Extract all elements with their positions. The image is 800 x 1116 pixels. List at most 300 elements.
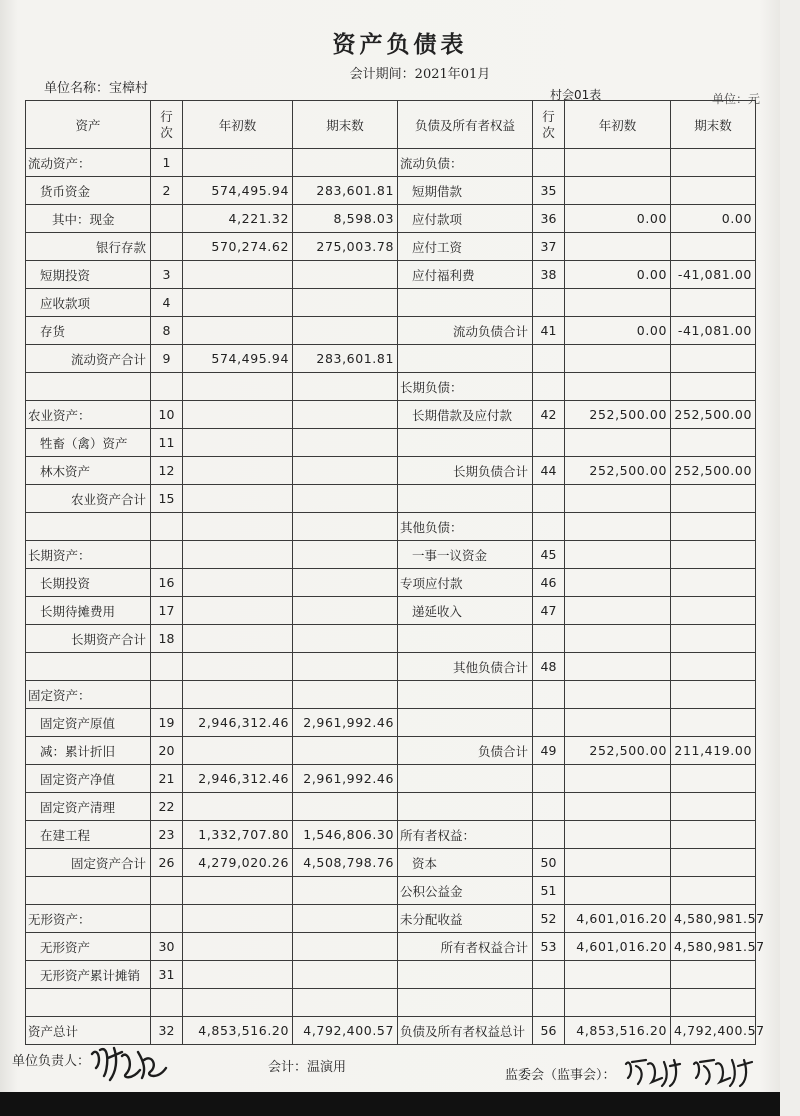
- liability-begin-value: [565, 653, 671, 681]
- asset-begin-value: [183, 597, 293, 625]
- asset-end-value: [293, 289, 398, 317]
- table-row: [26, 485, 756, 513]
- asset-label: 短期投资: [26, 261, 151, 289]
- asset-line-no: 19: [151, 709, 183, 737]
- liability-begin-value: [565, 765, 671, 793]
- table-row: [26, 737, 756, 765]
- liability-label: 其他负债：: [398, 513, 533, 541]
- asset-begin-value: [183, 905, 293, 933]
- asset-end-value: [293, 933, 398, 961]
- asset-begin-value: [183, 681, 293, 709]
- asset-begin-value: [183, 513, 293, 541]
- asset-end-value: [293, 485, 398, 513]
- liability-end-value: [671, 765, 756, 793]
- balance-sheet-table: [25, 100, 765, 1045]
- table-row: [26, 961, 756, 989]
- liability-line-no: 52: [533, 905, 565, 933]
- liability-line-no: 36: [533, 205, 565, 233]
- liability-line-no: [533, 513, 565, 541]
- asset-begin-value: 4,221.32: [183, 205, 293, 233]
- liability-label: [398, 961, 533, 989]
- liability-label: [398, 681, 533, 709]
- table-row: [26, 289, 756, 317]
- asset-label: [26, 373, 151, 401]
- asset-line-no: 8: [151, 317, 183, 345]
- liability-end-value: [671, 653, 756, 681]
- asset-label: 资产总计: [26, 1017, 151, 1045]
- asset-begin-value: 2,946,312.46: [183, 765, 293, 793]
- liability-begin-value: [565, 961, 671, 989]
- liability-line-no: [533, 345, 565, 373]
- asset-begin-value: 574,495.94: [183, 177, 293, 205]
- asset-end-value: [293, 569, 398, 597]
- liability-begin-value: [565, 681, 671, 709]
- asset-end-value: [293, 317, 398, 345]
- asset-label: 牲畜（禽）资产: [26, 429, 151, 457]
- header-begin: 年初数: [183, 101, 293, 149]
- asset-end-value: [293, 429, 398, 457]
- asset-label: 无形资产: [26, 933, 151, 961]
- asset-line-no: 17: [151, 597, 183, 625]
- asset-end-value: 4,508,798.76: [293, 849, 398, 877]
- asset-end-value: [293, 961, 398, 989]
- asset-label: 长期资产：: [26, 541, 151, 569]
- asset-begin-value: [183, 877, 293, 905]
- asset-line-no: [151, 233, 183, 261]
- asset-begin-value: 4,279,020.26: [183, 849, 293, 877]
- asset-line-no: [151, 653, 183, 681]
- asset-label: 固定资产：: [26, 681, 151, 709]
- asset-begin-value: [183, 989, 293, 1017]
- asset-line-no: 9: [151, 345, 183, 373]
- liability-begin-value: [565, 345, 671, 373]
- header-asset: 资产: [26, 101, 151, 149]
- asset-line-no: 32: [151, 1017, 183, 1045]
- liability-end-value: [671, 877, 756, 905]
- liability-label: 未分配收益: [398, 905, 533, 933]
- asset-begin-value: 1,332,707.80: [183, 821, 293, 849]
- liability-label: [398, 429, 533, 457]
- liability-end-value: [671, 233, 756, 261]
- liability-begin-value: 0.00: [565, 261, 671, 289]
- table-row: [26, 765, 756, 793]
- asset-label: [26, 513, 151, 541]
- asset-line-no: [151, 373, 183, 401]
- asset-line-no: [151, 877, 183, 905]
- asset-end-value: [293, 877, 398, 905]
- liability-end-value: [671, 177, 756, 205]
- liability-end-value: [671, 849, 756, 877]
- liability-end-value: [671, 513, 756, 541]
- liability-end-value: 0.00: [671, 205, 756, 233]
- liability-begin-value: [565, 821, 671, 849]
- liability-line-no: [533, 765, 565, 793]
- accounting-period: 会计期间：2021年01月: [349, 67, 491, 82]
- asset-end-value: 4,792,400.57: [293, 1017, 398, 1045]
- asset-label: 固定资产清理: [26, 793, 151, 821]
- liability-line-no: [533, 625, 565, 653]
- asset-begin-value: [183, 737, 293, 765]
- table-row: [26, 681, 756, 709]
- table-row: [26, 429, 756, 457]
- liability-label: [398, 625, 533, 653]
- asset-line-no: 18: [151, 625, 183, 653]
- asset-end-value: 2,961,992.46: [293, 709, 398, 737]
- liability-line-no: [533, 989, 565, 1017]
- liability-label: 一事一议资金: [398, 541, 533, 569]
- liability-begin-value: [565, 177, 671, 205]
- liability-begin-value: 4,601,016.20: [565, 933, 671, 961]
- asset-label: 货币资金: [26, 177, 151, 205]
- liability-begin-value: [565, 485, 671, 513]
- asset-label: 固定资产合计: [26, 849, 151, 877]
- liability-line-no: 37: [533, 233, 565, 261]
- asset-line-no: 11: [151, 429, 183, 457]
- asset-end-value: [293, 149, 398, 177]
- asset-begin-value: 2,946,312.46: [183, 709, 293, 737]
- asset-begin-value: [183, 569, 293, 597]
- table-row: [26, 457, 756, 485]
- asset-label: 流动资产：: [26, 149, 151, 177]
- table-row: [26, 541, 756, 569]
- asset-line-no: 31: [151, 961, 183, 989]
- table-row: [26, 345, 756, 373]
- asset-end-value: 8,598.03: [293, 205, 398, 233]
- asset-label: 在建工程: [26, 821, 151, 849]
- liability-begin-value: [565, 233, 671, 261]
- table-row: [26, 625, 756, 653]
- liability-line-no: 49: [533, 737, 565, 765]
- liability-line-no: 50: [533, 849, 565, 877]
- liability-label: 负债合计: [398, 737, 533, 765]
- liability-end-value: [671, 541, 756, 569]
- liability-line-no: [533, 289, 565, 317]
- table-row: [26, 177, 756, 205]
- liability-line-no: 44: [533, 457, 565, 485]
- asset-label: 无形资产：: [26, 905, 151, 933]
- liability-end-value: -41,081.00: [671, 317, 756, 345]
- liability-label: 长期负债：: [398, 373, 533, 401]
- liability-label: [398, 765, 533, 793]
- asset-begin-value: [183, 625, 293, 653]
- liability-begin-value: 252,500.00: [565, 457, 671, 485]
- header-line: [151, 101, 183, 149]
- liability-label: 负债及所有者权益总计: [398, 1017, 533, 1045]
- accountant-label: 会计：温演用: [268, 1060, 347, 1075]
- liability-end-value: [671, 793, 756, 821]
- table-row: [26, 513, 756, 541]
- liability-line-no: [533, 681, 565, 709]
- asset-begin-value: [183, 653, 293, 681]
- liability-line-no: 41: [533, 317, 565, 345]
- liability-label: 应付福利费: [398, 261, 533, 289]
- liability-begin-value: 252,500.00: [565, 737, 671, 765]
- liability-label: 递延收入: [398, 597, 533, 625]
- asset-label: 长期待摊费用: [26, 597, 151, 625]
- asset-label: [26, 653, 151, 681]
- asset-line-no: 21: [151, 765, 183, 793]
- liability-begin-value: [565, 569, 671, 597]
- asset-line-no: 4: [151, 289, 183, 317]
- liability-begin-value: [565, 429, 671, 457]
- asset-label: 应收款项: [26, 289, 151, 317]
- header-begin-right: 年初数: [565, 101, 671, 149]
- supervisor-signature: [622, 1054, 758, 1090]
- asset-end-value: [293, 513, 398, 541]
- table-row: [26, 821, 756, 849]
- asset-label: 流动资产合计: [26, 345, 151, 373]
- asset-end-value: [293, 401, 398, 429]
- asset-end-value: 2,961,992.46: [293, 765, 398, 793]
- liability-label: [398, 709, 533, 737]
- table-row: [26, 989, 756, 1017]
- asset-begin-value: [183, 933, 293, 961]
- liability-begin-value: 252,500.00: [565, 401, 671, 429]
- asset-begin-value: [183, 457, 293, 485]
- asset-begin-value: [183, 289, 293, 317]
- liability-line-no: [533, 961, 565, 989]
- liability-end-value: [671, 681, 756, 709]
- asset-label: 长期资产合计: [26, 625, 151, 653]
- liability-line-no: 38: [533, 261, 565, 289]
- liability-begin-value: [565, 849, 671, 877]
- asset-line-no: 10: [151, 401, 183, 429]
- liability-begin-value: [565, 289, 671, 317]
- asset-end-value: [293, 737, 398, 765]
- asset-line-no: 15: [151, 485, 183, 513]
- asset-label: [26, 989, 151, 1017]
- liability-end-value: [671, 597, 756, 625]
- asset-begin-value: [183, 961, 293, 989]
- liability-begin-value: [565, 149, 671, 177]
- liability-line-no: 42: [533, 401, 565, 429]
- liability-end-value: [671, 821, 756, 849]
- asset-end-value: [293, 597, 398, 625]
- asset-label: 农业资产：: [26, 401, 151, 429]
- liability-end-value: -41,081.00: [671, 261, 756, 289]
- liability-begin-value: [565, 597, 671, 625]
- asset-end-value: [293, 261, 398, 289]
- asset-end-value: [293, 681, 398, 709]
- liability-label: [398, 989, 533, 1017]
- currency-unit: 单位：元: [712, 92, 761, 106]
- header-end: 期末数: [293, 101, 398, 149]
- asset-line-no: [151, 989, 183, 1017]
- table-row: [26, 261, 756, 289]
- liability-begin-value: [565, 709, 671, 737]
- asset-end-value: [293, 541, 398, 569]
- liability-line-no: [533, 793, 565, 821]
- asset-end-value: [293, 653, 398, 681]
- asset-begin-value: [183, 149, 293, 177]
- asset-line-no: 3: [151, 261, 183, 289]
- form-number: 村会01表: [550, 88, 602, 102]
- asset-line-no: 23: [151, 821, 183, 849]
- liability-end-value: [671, 345, 756, 373]
- liability-end-value: 4,792,400.57: [671, 1017, 756, 1045]
- asset-line-no: 22: [151, 793, 183, 821]
- liability-line-no: [533, 709, 565, 737]
- asset-end-value: 275,003.78: [293, 233, 398, 261]
- liability-end-value: 4,580,981.57: [671, 905, 756, 933]
- liability-begin-value: [565, 625, 671, 653]
- asset-label: 林木资产: [26, 457, 151, 485]
- liability-label: 专项应付款: [398, 569, 533, 597]
- balance-sheet-body: [26, 149, 765, 1045]
- liability-line-no: 47: [533, 597, 565, 625]
- asset-begin-value: [183, 429, 293, 457]
- liability-end-value: 4,580,981.57: [671, 933, 756, 961]
- asset-begin-value: [183, 401, 293, 429]
- liability-line-no: [533, 485, 565, 513]
- table-row: [26, 149, 756, 177]
- liability-line-no: [533, 821, 565, 849]
- unit-head-label: 单位负责人：: [12, 1054, 91, 1069]
- asset-begin-value: [183, 317, 293, 345]
- liability-end-value: [671, 709, 756, 737]
- table-row: [26, 653, 756, 681]
- liability-end-value: [671, 961, 756, 989]
- table-row: [26, 401, 756, 429]
- liability-line-no: [533, 429, 565, 457]
- liability-label: 所有者权益合计: [398, 933, 533, 961]
- asset-label: 固定资产净值: [26, 765, 151, 793]
- liability-end-value: [671, 429, 756, 457]
- liability-end-value: [671, 989, 756, 1017]
- asset-begin-value: 570,274.62: [183, 233, 293, 261]
- liability-label: [398, 793, 533, 821]
- table-row: [26, 905, 756, 933]
- asset-begin-value: 4,853,516.20: [183, 1017, 293, 1045]
- asset-line-no: 12: [151, 457, 183, 485]
- asset-label: 存货: [26, 317, 151, 345]
- header-line-right-text: 行次: [542, 108, 555, 140]
- liability-label: 流动负债合计: [398, 317, 533, 345]
- liability-label: 资本: [398, 849, 533, 877]
- liability-line-no: 56: [533, 1017, 565, 1045]
- liability-label: [398, 289, 533, 317]
- liability-begin-value: [565, 541, 671, 569]
- asset-line-no: [151, 681, 183, 709]
- liability-line-no: [533, 149, 565, 177]
- table-row: [26, 849, 756, 877]
- liability-begin-value: [565, 793, 671, 821]
- table-row: [26, 793, 756, 821]
- asset-label: 银行存款: [26, 233, 151, 261]
- liability-label: 应付工资: [398, 233, 533, 261]
- liability-label: 长期负债合计: [398, 457, 533, 485]
- scan-edge-bar: [0, 1092, 780, 1116]
- asset-end-value: [293, 457, 398, 485]
- liability-end-value: 211,419.00: [671, 737, 756, 765]
- liability-end-value: 252,500.00: [671, 457, 756, 485]
- liability-end-value: [671, 149, 756, 177]
- liability-begin-value: 0.00: [565, 317, 671, 345]
- asset-line-no: [151, 905, 183, 933]
- asset-label: 其中：现金: [26, 205, 151, 233]
- asset-begin-value: 574,495.94: [183, 345, 293, 373]
- asset-line-no: [151, 513, 183, 541]
- liability-begin-value: [565, 513, 671, 541]
- liability-line-no: 51: [533, 877, 565, 905]
- asset-line-no: 20: [151, 737, 183, 765]
- header-end-right: 期末数: [671, 101, 756, 149]
- liability-label: 短期借款: [398, 177, 533, 205]
- table-row: [26, 373, 756, 401]
- asset-end-value: [293, 989, 398, 1017]
- unit-name: 单位名称：宝樟村: [44, 81, 149, 96]
- table-row: [26, 709, 756, 737]
- asset-label: 无形资产累计摊销: [26, 961, 151, 989]
- asset-line-no: 1: [151, 149, 183, 177]
- asset-line-no: 16: [151, 569, 183, 597]
- asset-begin-value: [183, 541, 293, 569]
- liability-label: 其他负债合计: [398, 653, 533, 681]
- liability-label: 流动负债：: [398, 149, 533, 177]
- asset-label: [26, 877, 151, 905]
- liability-label: 应付款项: [398, 205, 533, 233]
- asset-begin-value: [183, 485, 293, 513]
- liability-line-no: 53: [533, 933, 565, 961]
- asset-end-value: 283,601.81: [293, 345, 398, 373]
- liability-line-no: 45: [533, 541, 565, 569]
- liability-line-no: 35: [533, 177, 565, 205]
- table-row: [26, 569, 756, 597]
- liability-begin-value: [565, 989, 671, 1017]
- liability-line-no: [533, 373, 565, 401]
- asset-end-value: [293, 905, 398, 933]
- liability-label: 公积公益金: [398, 877, 533, 905]
- liability-begin-value: 4,601,016.20: [565, 905, 671, 933]
- liability-line-no: 48: [533, 653, 565, 681]
- liability-label: [398, 485, 533, 513]
- asset-end-value: 283,601.81: [293, 177, 398, 205]
- asset-line-no: [151, 205, 183, 233]
- unit-head-signature: [88, 1040, 170, 1086]
- asset-line-no: 30: [151, 933, 183, 961]
- liability-label: 所有者权益：: [398, 821, 533, 849]
- asset-line-no: [151, 541, 183, 569]
- asset-end-value: [293, 793, 398, 821]
- asset-label: 固定资产原值: [26, 709, 151, 737]
- table-row: [26, 317, 756, 345]
- table-row: [26, 877, 756, 905]
- liability-end-value: [671, 569, 756, 597]
- header-row: [26, 101, 756, 149]
- asset-begin-value: [183, 261, 293, 289]
- liability-line-no: 46: [533, 569, 565, 597]
- header-line-right: [533, 101, 565, 149]
- liability-end-value: [671, 373, 756, 401]
- asset-end-value: [293, 373, 398, 401]
- asset-begin-value: [183, 373, 293, 401]
- liability-begin-value: [565, 877, 671, 905]
- liability-begin-value: 0.00: [565, 205, 671, 233]
- header-line-text: 行次: [160, 108, 173, 140]
- table-row: [26, 233, 756, 261]
- liability-end-value: [671, 485, 756, 513]
- liability-label: 长期借款及应付款: [398, 401, 533, 429]
- supervisor-label: 监委会（监事会）：: [505, 1068, 616, 1083]
- liability-end-value: [671, 289, 756, 317]
- header-liability: 负债及所有者权益: [398, 101, 533, 149]
- document-title: 资产负债表: [332, 31, 468, 58]
- table-row: [26, 205, 756, 233]
- liability-label: [398, 345, 533, 373]
- asset-label: 减：累计折旧: [26, 737, 151, 765]
- table-row: [26, 933, 756, 961]
- liability-end-value: 252,500.00: [671, 401, 756, 429]
